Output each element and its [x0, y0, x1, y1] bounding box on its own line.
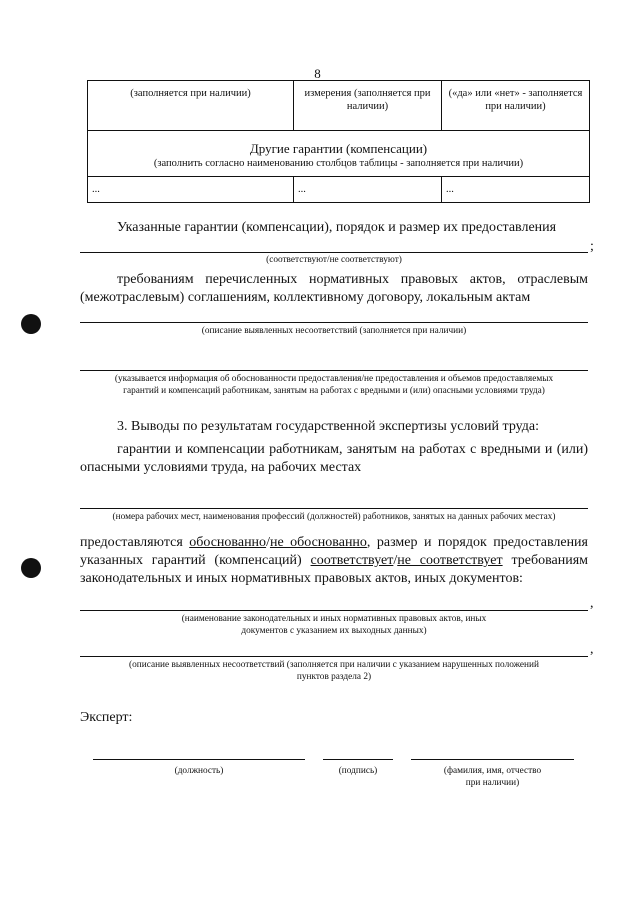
fill-line-justification	[80, 370, 588, 371]
name-note	[411, 765, 574, 789]
conclusion-text-start: предоставляются	[80, 535, 190, 550]
line-end-comma: ,	[590, 596, 594, 611]
other-guarantees-title: Другие гарантии (компенсации)	[249, 141, 428, 156]
justification-note-line-1: (указывается информация об обоснованности предоставления/не предоставления и объемов предоставляемых	[114, 374, 554, 384]
table-cell: измерения (заполняется при наличии)	[294, 81, 442, 131]
fill-line-workplaces	[80, 508, 588, 509]
conclusion-paragraph	[80, 534, 588, 588]
table-cell: ...	[294, 177, 442, 203]
section-3-text: гарантии и компенсации работникам, занятым на работах с вредными и (или) опасными условиями труда, на рабочих местах	[80, 442, 588, 475]
conclusion-text-end: требованиям законодательных и иных нормативных правовых актов, иных документов:	[80, 553, 588, 586]
fill-line-acts	[80, 610, 588, 611]
section-3-paragraph	[80, 441, 588, 477]
violations-note-line-2: пунктов раздела 2)	[296, 672, 372, 682]
violations-note	[80, 659, 588, 683]
name-note-line-1: (фамилия, имя, отчество	[443, 766, 542, 776]
table-row	[88, 81, 590, 131]
guarantees-intro: Указанные гарантии (компенсации), порядок и размер их предоставления	[117, 220, 557, 235]
line-end-semicolon: ;	[590, 239, 594, 254]
justification-note	[80, 373, 588, 397]
table-cell: ...	[442, 177, 590, 203]
conformity-note: (соответствуют/не соответствуют)	[266, 255, 402, 265]
table-row-other-guarantees	[88, 131, 590, 177]
slash: /	[266, 535, 270, 550]
page-number: 8	[314, 66, 321, 81]
violations-note-line-1: (описание выявленных несоответствий (заполняется при наличии с указанием нарушенных положений	[129, 660, 539, 670]
table-cell: (заполняется при наличии)	[88, 81, 294, 131]
slash: /	[393, 553, 398, 568]
fill-line-violations	[80, 656, 588, 657]
section-3-heading: 3. Выводы по результатам государственной экспертизы условий труда:	[117, 419, 539, 434]
fill-line-name	[411, 759, 574, 760]
justification-note-line-2: гарантий и компенсаций работникам, занятым на работах с вредными и (или) опасными условиями труда)	[123, 386, 545, 396]
name-note-line-2: при наличии)	[465, 778, 520, 788]
option-justified: обоснованно	[189, 535, 267, 550]
fill-line-signature	[323, 759, 393, 760]
fill-line-inconsistencies	[80, 322, 588, 323]
acts-note-line-2: документов с указанием их выходных данных)	[241, 626, 427, 636]
acts-note-line-1: (наименование законодательных и иных нормативных правовых актов, иных	[181, 614, 487, 624]
other-guarantees-note: (заполнить согласно наименованию столбцов таблицы - заполняется при наличии)	[153, 158, 524, 169]
fill-line-conformity	[80, 252, 588, 253]
position-note: (должность)	[174, 766, 224, 776]
fill-line-position	[93, 759, 305, 760]
option-not-justified: не обоснованно	[269, 535, 367, 550]
table-cell: («да» или «нет» - заполняется при наличии)	[442, 81, 590, 131]
option-not-conforms: не соответствует	[397, 553, 503, 568]
requirements-paragraph	[80, 271, 588, 307]
signature-note: (подпись)	[338, 766, 378, 776]
line-end-comma: ,	[590, 642, 594, 657]
conclusion-text-mid: , размер и порядок предоставления указанных гарантий (компенсаций)	[80, 535, 588, 568]
table-cell: ...	[88, 177, 294, 203]
punch-hole-bottom	[21, 558, 41, 578]
requirements-text: требованиям перечисленных нормативных правовых актов, отраслевым (межотраслевым) соглашениям, коллективному договору, локальным актам	[80, 272, 588, 305]
workplaces-note: (номера рабочих мест, наименования профессий (должностей) работников, занятых на данных рабочих местах)	[112, 512, 556, 522]
acts-note	[80, 613, 588, 637]
table-row	[88, 177, 590, 203]
punch-hole-top	[21, 314, 41, 334]
expert-label: Эксперт:	[80, 710, 133, 725]
guarantees-table	[87, 80, 590, 203]
inconsistencies-note: (описание выявленных несоответствий (заполняется при наличии)	[201, 326, 467, 336]
option-conforms: соответствует	[310, 553, 394, 568]
